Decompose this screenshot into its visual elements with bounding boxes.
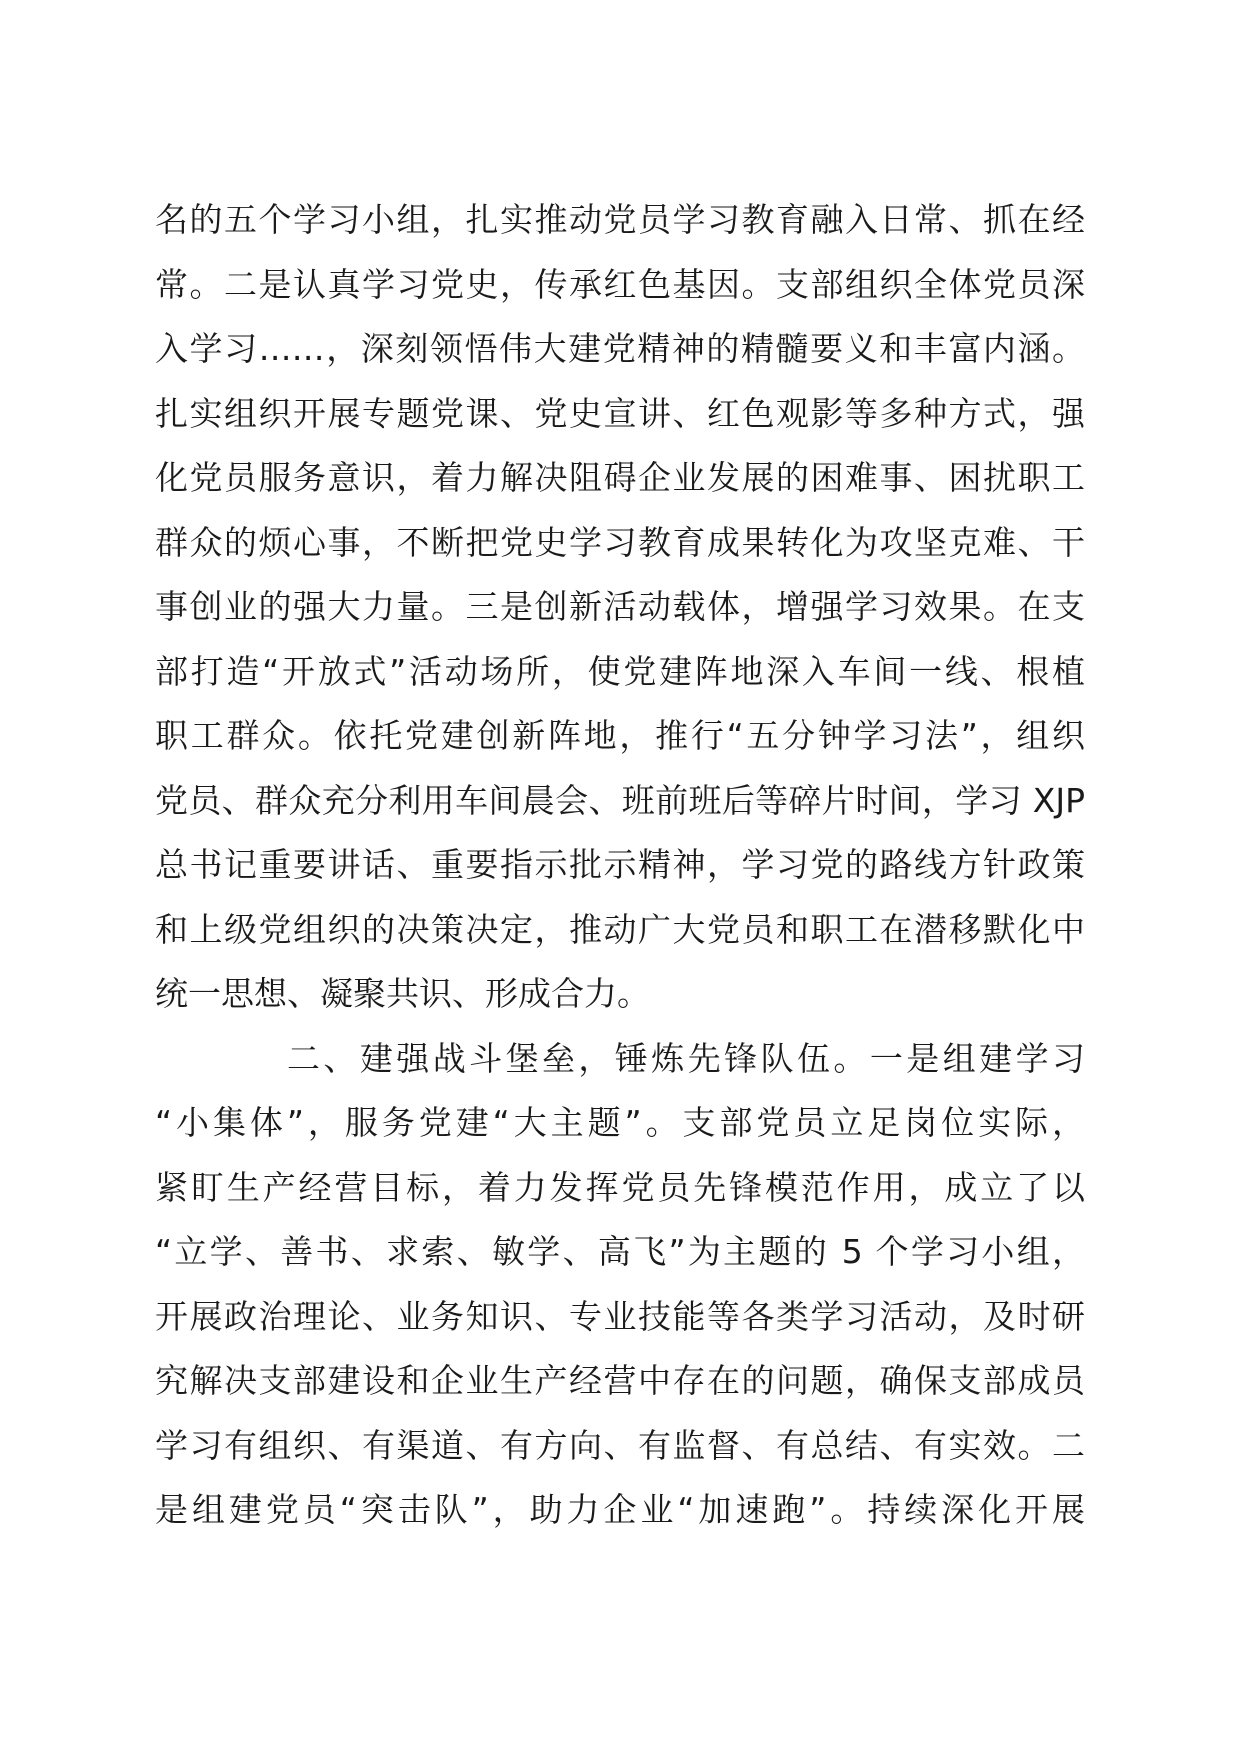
text-line: 事创业的强大力量。三是创新活动载体，增强学习效果。在支: [155, 587, 1085, 626]
text-line: 开展政治理论、业务知识、专业技能等各类学习活动，及时研: [155, 1296, 1085, 1336]
body-text: [155, 188, 1085, 1543]
text-line: 化党员服务意识，着力解决阻碍企业发展的困难事、困扰职工: [155, 458, 1085, 497]
text-line: 职工群众。依托党建创新阵地，推行“五分钟学习法”，组织: [155, 716, 1085, 755]
text-line: 和上级党组织的决策决定，推动广大党员和职工在潜移默化中: [155, 909, 1085, 949]
text-line: 紧盯生产经营目标，着力发挥党员先锋模范作用，成立了以: [155, 1167, 1085, 1207]
text-line: 部打造“开放式”活动场所，使党建阵地深入车间一线、根植: [155, 651, 1085, 691]
paragraph-end-line: 统一思想、凝聚共识、形成合力。: [155, 974, 650, 1013]
text-line: 究解决支部建设和企业生产经营中存在的问题，确保支部成员: [155, 1361, 1085, 1400]
text-line: 常。二是认真学习党史，传承红色基因。支部组织全体党员深: [155, 264, 1085, 304]
text-line: 党员、群众充分利用车间晨会、班前班后等碎片时间，学习 XJP: [155, 780, 1085, 820]
text-line: 总书记重要讲话、重要指示批示精神，学习党的路线方针政策: [155, 845, 1085, 884]
section-heading-line: 二、建强战斗堡垒，锤炼先锋队伍。一是组建学习: [287, 1038, 1085, 1078]
text-line: “立学、善书、求索、敏学、高飞”为主题的 5 个学习小组，: [155, 1232, 1085, 1271]
text-line: 学习有组织、有渠道、有方向、有监督、有总结、有实效。二: [155, 1425, 1085, 1465]
text-line: 扎实组织开展专题党课、党史宣讲、红色观影等多种方式，强: [155, 393, 1085, 433]
text-line: 名的五个学习小组，扎实推动党员学习教育融入日常、抓在经: [155, 200, 1085, 239]
text-line: “小集体”，服务党建“大主题”。支部党员立足岗位实际，: [155, 1103, 1085, 1142]
text-line: 入学习……，深刻领悟伟大建党精神的精髓要义和丰富内涵。: [155, 329, 1085, 368]
text-line: 群众的烦心事，不断把党史学习教育成果转化为攻坚克难、干: [155, 522, 1085, 562]
text-line: 是组建党员“突击队”，助力企业“加速跑”。持续深化开展: [155, 1490, 1085, 1529]
